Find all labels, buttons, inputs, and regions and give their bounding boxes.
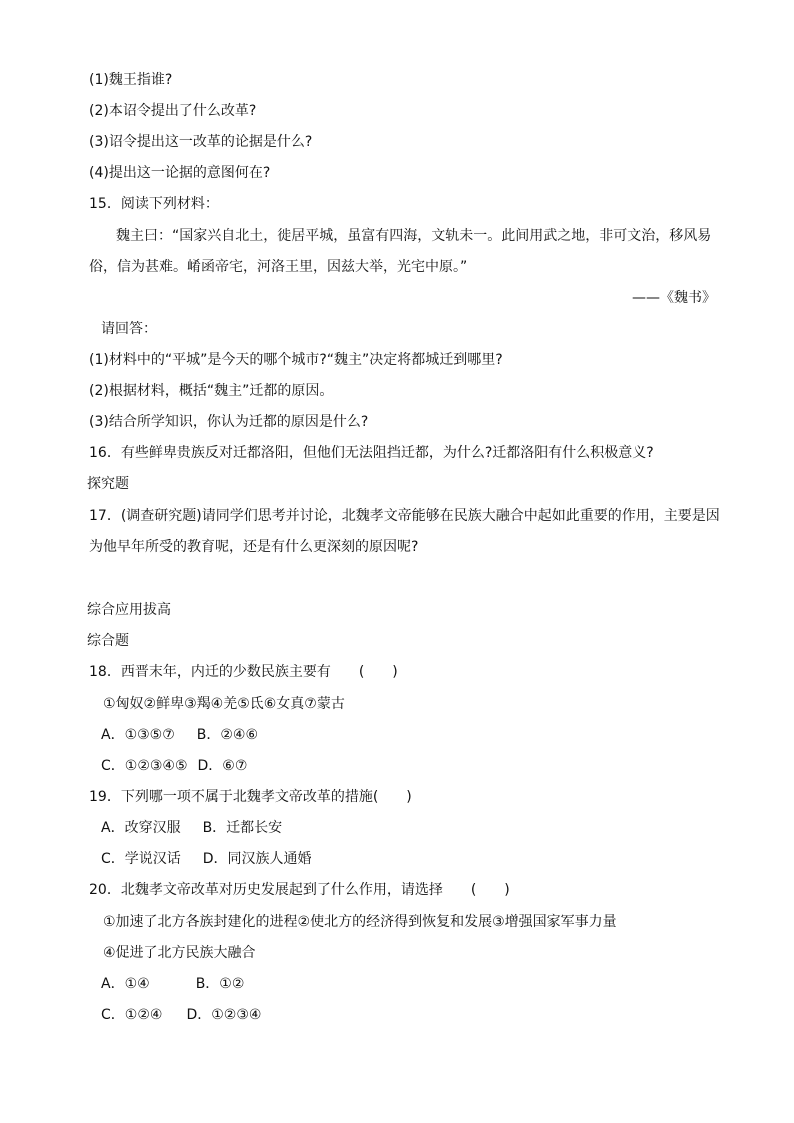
- q19-options-cd: [101, 849, 312, 869]
- q15-source: ——《魏书》: [632, 290, 716, 306]
- q20-option-a: A．①④: [101, 976, 150, 992]
- q20-items-line-2: ④促进了北方民族大融合: [103, 945, 256, 961]
- q19-options-ab: [101, 818, 282, 838]
- q14-sub-4: (4)提出这一论据的意图何在?: [89, 165, 271, 181]
- q20-options-cd: [101, 1005, 261, 1025]
- section-explore-heading: 探究题: [87, 476, 129, 492]
- q20-items-line-1: ①加速了北方各族封建化的进程②使北方的经济得到恢复和发展③增强国家军事力量: [103, 914, 617, 930]
- q15-sub-1: (1)材料中的“平城”是今天的哪个城市?“魏主”决定将都城迁到哪里?: [89, 352, 503, 368]
- q15-prompt: 请回答：: [101, 321, 157, 337]
- q19-option-a: A．改穿汉服: [101, 820, 181, 836]
- q19-stem: 19．下列哪一项不属于北魏孝文帝改革的措施( ): [89, 789, 412, 805]
- q20-option-d: D．①②③④: [186, 1007, 262, 1023]
- q18-option-d: D．⑥⑦: [197, 758, 248, 774]
- q14-sub-1: (1)魏王指谁?: [89, 72, 173, 88]
- section-advance-heading: 综合应用拔高: [87, 602, 171, 618]
- q20-stem-text: 20．北魏孝文帝改革对历史发展起到了什么作用，请选择: [89, 882, 443, 898]
- q19-option-d: D．同汉族人通婚: [202, 851, 312, 867]
- q20-option-b: B．①②: [195, 976, 245, 992]
- q17-line-2: 为他早年所受的教育呢，还是有什么更深刻的原因呢?: [89, 539, 419, 555]
- q18-options-ab: [101, 725, 258, 745]
- q15-sub-2: (2)根据材料，概括“魏主”迁都的原因。: [89, 383, 334, 399]
- q15-sub-3: (3)结合所学知识，你认为迁都的原因是什么?: [89, 414, 369, 430]
- q18-stem-text: 18．西晋末年，内迁的少数民族主要有: [89, 664, 331, 680]
- q18-option-b: B．②④⑥: [196, 727, 259, 743]
- q20-answer-blank: ( ): [470, 882, 510, 898]
- q19-option-c: C．学说汉话: [101, 851, 181, 867]
- q18-option-a: A．①③⑤⑦: [101, 727, 175, 743]
- q17-line-1: 17．(调查研究题)请同学们思考并讨论，北魏孝文帝能够在民族大融合中起如此重要的作用，主要是因: [89, 508, 720, 524]
- q16-stem: 16．有些鲜卑贵族反对迁都洛阳，但他们无法阻挡迁都，为什么?迁都洛阳有什么积极意义?: [89, 445, 654, 461]
- q18-items: ①匈奴②鲜卑③羯④羌⑤氐⑥女真⑦蒙古: [103, 696, 345, 712]
- q14-sub-3: (3)诏令提出这一改革的论据是什么?: [89, 134, 313, 150]
- q14-sub-2: (2)本诏令提出了什么改革?: [89, 103, 257, 119]
- q15-material-line-1: 魏主曰：“国家兴自北土，徙居平城，虽富有四海，文轨未一。此间用武之地，非可文治，移风易: [116, 228, 712, 244]
- q18-options-cd: [101, 756, 247, 776]
- q20-option-c: C．①②④: [101, 1007, 163, 1023]
- q15-title: 15．阅读下列材料：: [89, 196, 219, 212]
- section-comprehensive-heading: 综合题: [87, 633, 129, 649]
- q18-stem: [89, 662, 398, 682]
- q20-stem: [89, 880, 510, 900]
- q15-material-line-2: 俗，信为甚难。崤函帝宅，河洛王里，因兹大举，光宅中原。”: [89, 259, 468, 275]
- q19-option-b: B．迁都长安: [202, 820, 283, 836]
- q18-answer-blank: ( ): [358, 664, 398, 680]
- q18-option-c: C．①②③④⑤: [101, 758, 188, 774]
- q20-options-ab: [101, 974, 244, 994]
